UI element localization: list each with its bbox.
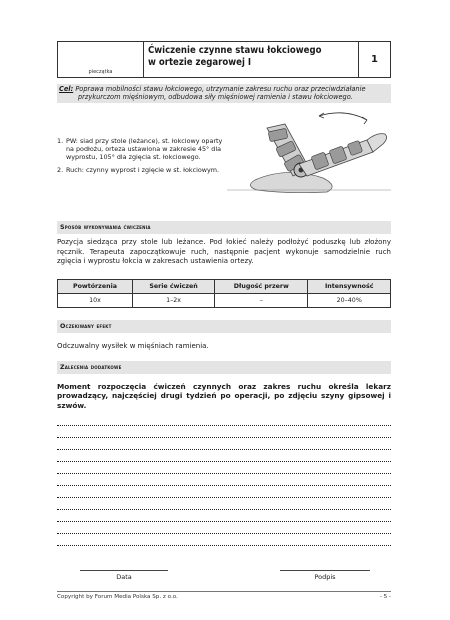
title-line-2: w ortezie zegarowej I: [148, 57, 252, 68]
title-line-1: Ćwiczenie czynne stawu łokciowego: [148, 45, 322, 56]
table-row: [58, 294, 391, 308]
signature-line[interactable]: [280, 570, 370, 571]
note-line[interactable]: [57, 521, 391, 522]
date-label: Data: [116, 573, 132, 581]
note-line[interactable]: [57, 473, 391, 474]
note-line[interactable]: [57, 533, 391, 534]
header-table: [57, 41, 391, 78]
cell-intensity: 20–40%: [308, 294, 391, 308]
step-item: [57, 166, 227, 174]
elbow-orthosis-illustration: [227, 106, 391, 194]
header-break-length: Długość przerw: [215, 280, 308, 294]
step-text: PW: siad przy stole (leżance), st. łokciowy oparty na podłożu, orteza ustawiona w zakresie 45° dla wyprostu, 105° dla zgięcia st. łokciowego.: [66, 137, 223, 162]
cell-series: 1–2x: [132, 294, 214, 308]
signature-label: Podpis: [314, 573, 336, 581]
parameters-table: [57, 279, 391, 308]
note-line[interactable]: [57, 449, 391, 450]
footer-divider: [57, 591, 391, 592]
recommendations-section-header: Zalecenia dodatkowe: [57, 361, 391, 374]
exercise-title: [148, 45, 353, 69]
stamp-cell: [58, 42, 144, 77]
recommendation-text: Moment rozpoczęcia ćwiczeń czynnych oraz zakres ruchu określa lekarz prowadzący, najczęściej drugi tydzień po operacji, po zdjęciu szyny gipsowej i szwów.: [57, 382, 391, 410]
note-line[interactable]: [57, 545, 391, 546]
note-line[interactable]: [57, 437, 391, 438]
page-number: - 5 -: [379, 594, 391, 600]
method-section-header: Sposób wykonywania ćwiczenia: [57, 221, 391, 234]
step-item: [57, 137, 227, 162]
note-line[interactable]: [57, 485, 391, 486]
header-intensity: Intensywność: [308, 280, 391, 294]
steps-list: [57, 137, 227, 178]
copyright-text: Copyright by Forum Media Polska Sp. z o.o.: [57, 594, 178, 600]
goal-box: [57, 84, 391, 103]
effect-text: Odczuwalny wysiłek w mięśniach ramienia.: [57, 342, 209, 350]
step-number: 1.: [57, 137, 64, 145]
goal-label: Cel:: [59, 85, 74, 93]
cell-repetitions: 10x: [58, 294, 133, 308]
method-text: Pozycja siedząca przy stole lub leżance. Pod łokieć należy podłożyć poduszkę lub złożony ręcznik. Terapeuta zapoczątkowuje ruch, następnie pacjent wykonuje samodzielnie ruch zgięcia i wyprostu łokcia w zakresach ustawienia ortezy.: [57, 238, 391, 266]
note-line[interactable]: [57, 497, 391, 498]
goal-line-2: przykurczom mięśniowym, odbudowa siły mięśniowej ramienia i stawu łokciowego.: [78, 93, 353, 102]
cell-break-length: –: [215, 294, 308, 308]
header-repetitions: Powtórzenia: [58, 280, 133, 294]
exercise-number: 1: [358, 42, 390, 77]
goal-line-1: Poprawa mobilności stawu łokciowego, utrzymanie zakresu ruchu oraz przeciwdziałanie: [75, 85, 366, 93]
note-line[interactable]: [57, 425, 391, 426]
stamp-label: pieczątka: [88, 69, 113, 75]
step-number: 2.: [57, 165, 64, 174]
note-line[interactable]: [57, 509, 391, 510]
effect-section-header: Oczekiwany efekt: [57, 320, 391, 333]
step-text: Ruch: czynny wyprost i zgięcie w st. łokciowym.: [66, 165, 220, 174]
table-header-row: [58, 280, 391, 294]
header-series: Serie ćwiczeń: [132, 280, 214, 294]
note-line[interactable]: [57, 461, 391, 462]
date-line[interactable]: [80, 570, 168, 571]
